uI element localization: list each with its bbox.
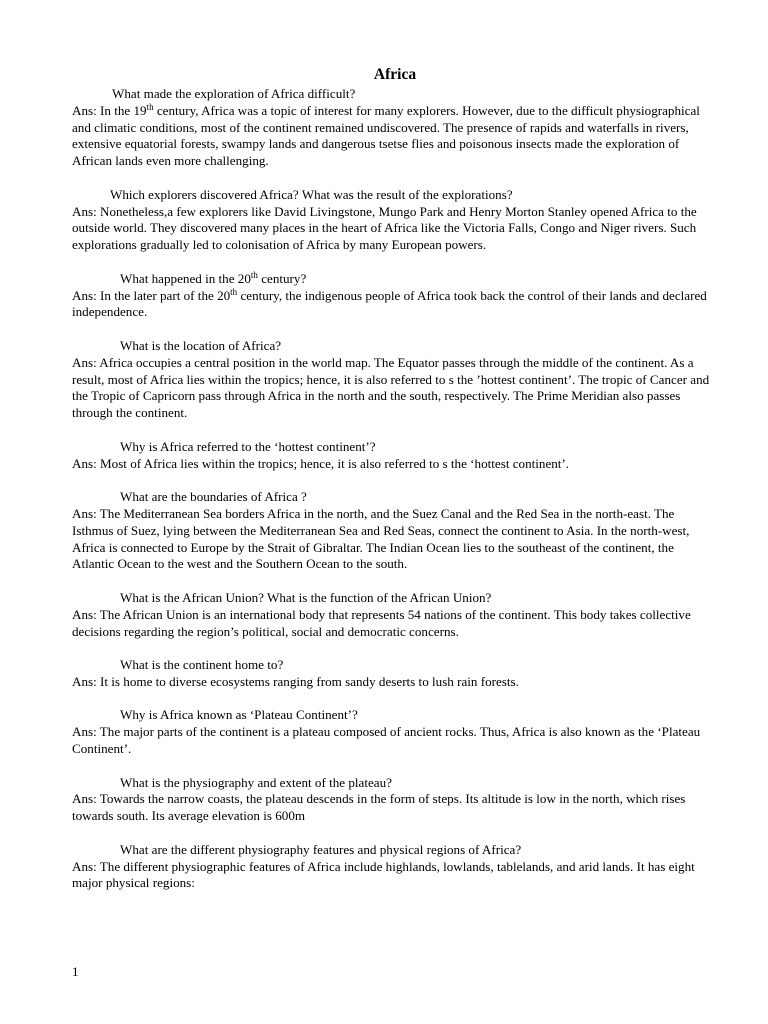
text-run: century? bbox=[257, 270, 307, 286]
text-run: What are the different physiography features and physical regions of Africa? bbox=[120, 841, 522, 857]
text-run: Ans: In the 19 bbox=[72, 102, 147, 118]
text-run: century, the indigenous people of Africa took back the control of their lands and declared independence. bbox=[72, 287, 707, 320]
qa-block bbox=[72, 187, 718, 254]
question-text bbox=[72, 775, 718, 792]
question-text bbox=[72, 657, 718, 674]
qa-block bbox=[72, 271, 718, 321]
text-run: Why is Africa referred to the ‘hottest continent’? bbox=[120, 438, 376, 454]
qa-list bbox=[72, 86, 718, 892]
answer-text bbox=[72, 204, 718, 254]
qa-block bbox=[72, 489, 718, 573]
text-run: Ans: The major parts of the continent is a plateau composed of ancient rocks. Thus, Africa is also known as the ‘Plateau Continent’. bbox=[72, 724, 701, 757]
text-run: Ans: Most of Africa lies within the tropics; hence, it is also referred to s the ‘hottest continent’. bbox=[72, 455, 570, 471]
text-run: What is the African Union? What is the function of the African Union? bbox=[120, 589, 492, 605]
text-run: What happened in the 20 bbox=[120, 270, 251, 286]
answer-text bbox=[72, 791, 718, 825]
qa-block bbox=[72, 707, 718, 757]
qa-block bbox=[72, 657, 718, 691]
question-text bbox=[72, 842, 718, 859]
question-text bbox=[72, 590, 718, 607]
qa-block bbox=[72, 842, 718, 892]
answer-text bbox=[72, 355, 718, 422]
text-run: What made the exploration of Africa difficult? bbox=[112, 86, 356, 101]
answer-text bbox=[72, 288, 718, 322]
text-run: Ans: In the later part of the 20 bbox=[72, 287, 231, 303]
answer-text bbox=[72, 506, 718, 573]
text-run: What is the physiography and extent of the plateau? bbox=[120, 774, 392, 790]
text-run: Which explorers discovered Africa? What was the result of the explorations? bbox=[110, 186, 513, 202]
qa-block bbox=[72, 86, 718, 170]
text-run: Ans: The African Union is an international body that represents 54 nations of the continent. This body takes collective decisions regarding the region’s political, social and democratic concerns. bbox=[72, 606, 691, 639]
superscript: th bbox=[250, 269, 258, 280]
document-title: Africa bbox=[373, 66, 417, 83]
answer-text bbox=[72, 674, 718, 691]
text-run: What is the location of Africa? bbox=[120, 337, 282, 353]
text-run: What is the continent home to? bbox=[120, 657, 284, 673]
text-run: Ans: Africa occupies a central position in the world map. The Equator passes through the middle of the continent. As a result, most of Africa lies within the tropics; hence, it is also referred to s the ’hottest continent’. The tropic of Cancer and the Tropic of Capricorn pass through Africa in the north and the south, respectively. The Prime Meridian also passes through the continent. bbox=[72, 354, 710, 421]
qa-block bbox=[72, 775, 718, 825]
text-run: Ans: It is home to diverse ecosystems ranging from sandy deserts to lush rain forests. bbox=[72, 673, 519, 689]
qa-block bbox=[72, 590, 718, 640]
superscript: th bbox=[146, 101, 154, 112]
answer-text bbox=[72, 607, 718, 641]
text-run: Ans: Towards the narrow coasts, the plateau descends in the form of steps. Its altitude is low in the north, which rises towards south. Its average elevation is 600m bbox=[72, 791, 686, 824]
question-text bbox=[72, 338, 718, 355]
question-text bbox=[72, 187, 718, 204]
page-number: 1 bbox=[72, 964, 79, 979]
question-text bbox=[72, 86, 718, 103]
text-run: What are the boundaries of Africa ? bbox=[120, 489, 307, 505]
qa-block bbox=[72, 439, 718, 473]
question-text bbox=[72, 707, 718, 724]
question-text bbox=[72, 489, 718, 506]
answer-text bbox=[72, 859, 718, 893]
question-text bbox=[72, 439, 718, 456]
answer-text bbox=[72, 103, 718, 170]
qa-block bbox=[72, 338, 718, 422]
text-run: Ans: The Mediterranean Sea borders Africa in the north, and the Suez Canal and the Red Sea in the north-east. The Isthmus of Suez, lying between the Mediterranean Sea and Red Seas, connect the continent to Asia. In the north-west, Africa is connected to Europe by the Strait of Gibraltar. The Indian Ocean lies to the southeast of the continent, the Atlantic Ocean to the west and the Southern Ocean to the south. bbox=[72, 505, 690, 572]
text-run: Why is Africa known as ‘Plateau Continent’? bbox=[120, 707, 358, 723]
text-run: Ans: The different physiographic features of Africa include highlands, lowlands, tablelands, and arid lands. It has eight major physical regions: bbox=[72, 858, 695, 891]
superscript: th bbox=[230, 286, 238, 297]
text-run: Ans: Nonetheless,a few explorers like David Livingstone, Mungo Park and Henry Morton Stanley opened Africa to the outside world. They discovered many places in the heart of Africa like the Victoria Falls, Congo and Niger rivers. Such explorations gradually led to colonisation of Africa by many European powers. bbox=[72, 203, 697, 253]
answer-text bbox=[72, 456, 718, 473]
answer-text bbox=[72, 724, 718, 758]
question-text bbox=[72, 271, 718, 288]
text-run: century, Africa was a topic of interest for many explorers. However, due to the difficult physiographical and climatic conditions, most of the continent remained undiscovered. The presence of rapids and waterfalls in rivers, extensive equatorial forests, swampy lands and dangerous tsetse flies and poisonous insects made the exploration of African lands even more challenging. bbox=[72, 102, 700, 169]
